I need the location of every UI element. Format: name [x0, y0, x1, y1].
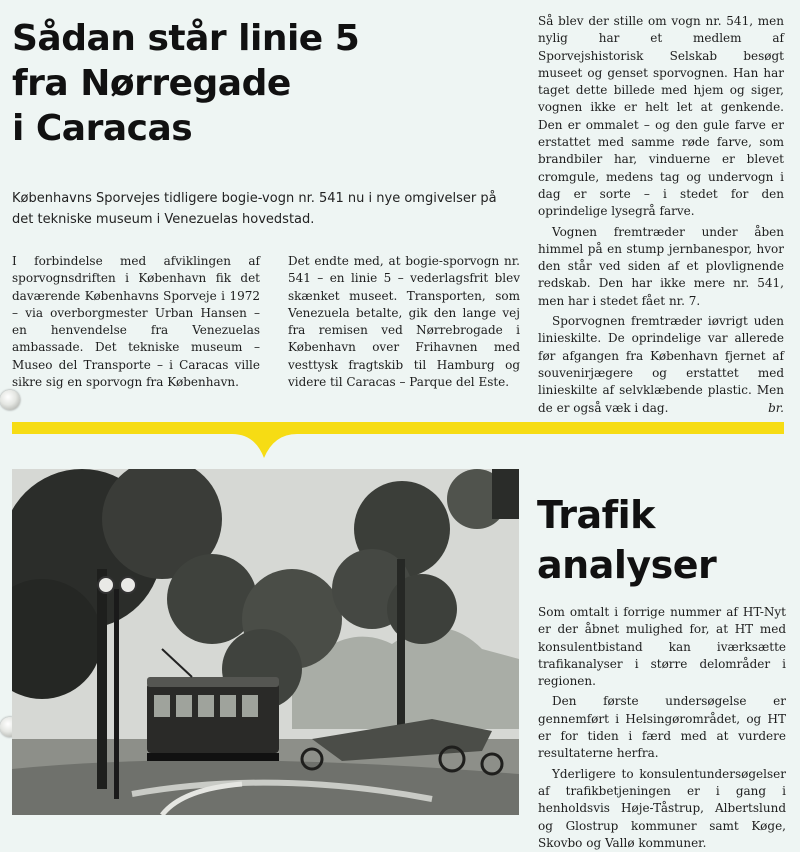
headline-line-2: fra Nørregade	[12, 63, 291, 104]
binder-hole-icon	[0, 390, 20, 410]
author-signature: br.	[768, 400, 784, 415]
body-paragraph	[538, 313, 784, 417]
section-divider	[12, 418, 784, 462]
divider-band	[12, 422, 784, 458]
tram-photo-image	[12, 469, 519, 815]
tram-photo	[12, 469, 519, 815]
article-column-3	[538, 13, 784, 417]
body-paragraph-text: Sporvognen fremtræder iøvrigt uden linieskilte. De oprindelige var allerede før afgangen fra København fjernet af souvenirjægere og erstattet med linieskilte af selvklæbende plastic. Men de er også væk i dag.	[538, 314, 784, 415]
page-title	[12, 16, 432, 151]
body-paragraph: Så blev der stille om vogn nr. 541, men nylig har et medlem af Sporvejshistorisk Selskab besøgt museet og genset sporvognen. Han har taget dette billede med hjem og siger, vognen ikke er helt let at genkende. Den er ommalet – og den gule farve er erstattet med samme røde farve, som brandbiler har, vinduerne er blevet cromgule, medens tag og undervogn i dag er sorte – i stedet for den oprindelige lysegrå farve.	[538, 14, 784, 219]
body-paragraph: Som omtalt i forrige nummer af HT-Nyt er der åbnet mulighed for, at HT med konsulentbistand kan iværksætte trafikanalyser i større delområder i regionen.	[538, 605, 786, 689]
body-paragraph: Yderligere to konsulentundersøgelser af trafikbetjeningen er i gang i henholdsvis Høje-Tåstrup, Albertslund og Glostrup kommuner samt Køge, Skovbo og Vallø kommuner.	[538, 766, 786, 850]
section-title-line-1: Trafik	[537, 493, 655, 537]
article2-column	[538, 604, 786, 852]
article-lead: Københavns Sporvejes tidligere bogie-vogn nr. 541 nu i nye omgivelser på det tekniske museum i Venezuelas hovedstad.	[12, 191, 497, 227]
headline-line-1: Sådan står linie 5	[12, 18, 360, 59]
body-paragraph: Det endte med, at bogie-sporvogn nr. 541 – en linie 5 – vederlagsfrit blev skænket museet. Transporten, som Venezuela betalte, gik den lange vej fra remisen ved Nørrebrogade i København over Frihavnen med vesttysk fragtskib til Hamburg og videre til Caracas – Parque del Este.	[288, 254, 520, 390]
headline-line-3: i Caracas	[12, 108, 193, 149]
section-title-line-2: analyser	[537, 543, 717, 587]
article-column-2	[288, 253, 520, 391]
body-paragraph: Den første undersøgelse er gennemført i Helsingørområdet, og HT er for tiden i færd med at vurdere resultaterne herfra.	[538, 694, 786, 761]
article-column-1	[12, 253, 260, 391]
section-title	[537, 490, 787, 590]
body-paragraph: I forbindelse med afviklingen af sporvognsdriften i København fik det daværende Københavns Sporveje i 1972 – via overborgmester Urban Hansen – en henvendelse fra Venezuelas ambassade. Det tekniske museum – Museo del Transporte – i Caracas ville sikre sig en sporvogn fra København.	[12, 254, 260, 390]
body-paragraph: Vognen fremtræder under åben himmel på en stump jernbanespor, hvor den står ved siden af et plovlignende redskab. Den har ikke mere nr. 541, men har i stedet fået nr. 7.	[538, 224, 784, 308]
